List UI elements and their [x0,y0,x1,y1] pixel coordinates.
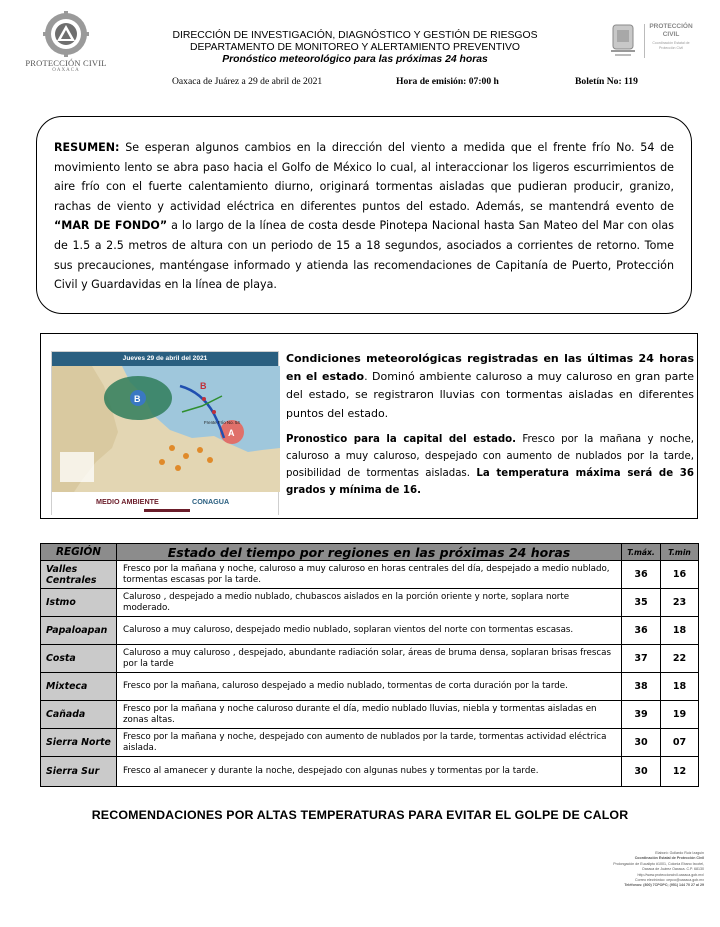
header-department: DEPARTAMENTO DE MONITOREO Y ALERTAMIENTO PREVENTIVO [189,42,521,53]
recommendations-title: RECOMENDACIONES POR ALTAS TEMPERATURAS PARA EVITAR EL GOLPE DE CALOR [91,808,629,822]
table-header-row [41,544,699,561]
region-tmax: 30 [622,757,661,787]
proteccion-civil-emblem-icon [40,10,92,58]
logo-coordinacion-subtitle: Coordinación Estatal de Protección Civil [652,41,690,50]
region-name: Istmo [41,589,117,617]
region-description: Caluroso a muy caluroso , despejado, abundante radiación solar, áreas de bruma densa, soplaran brisas frescas por la tarde [117,645,622,673]
table-row [41,673,699,701]
table-row [41,701,699,729]
region-tmin: 07 [661,729,699,757]
region-tmax: 39 [622,701,661,729]
map-labels [52,352,280,492]
conditions-paragraph: Condiciones meteorológicas registradas en las últimas 24 horas en el estado. Dominó ambiente caluroso a muy caluroso en gran parte del estado, se registraron lluvias con tormentas aisladas en diferentes puntos del estado. [286,352,694,420]
region-description: Fresco por la mañana y noche, despejado con aumento de nublados por la tarde, tormentas actividad eléctrica aislada. [117,729,622,757]
state-seal-icon [607,22,639,60]
region-description: Fresco al amanecer y durante la noche, despejado con algunas nubes y tormentas por la tarde. [117,757,622,787]
region-name: Papaloapan [41,617,117,645]
region-tmin: 18 [661,673,699,701]
region-description: Fresco por la mañana, caluroso despejado a medio nublado, tormentas de corta duración por la tarde. [117,673,622,701]
logo-state-name: OAXACA [52,68,80,73]
resumen-text-2: a lo largo de la línea de costa desde Pinotepa Nacional hasta San Mateo del Mar con olas de 1.5 a 2.5 metros de altura con un periodo de 15 a 18 segundos, asociados a corrientes de retorno. Tome sus precauciones, manténgase informado y atienda las recomendaciones de Capitanía de Puerto, Protección Civil y Guardavidas en la línea de playa. [54,219,674,292]
map-label-a: A [228,428,235,438]
region-name: Sierra Norte [41,729,117,757]
logo-proteccion-civil-title: PROTECCIÓN CIVIL [649,23,693,38]
logo-divider [644,24,645,58]
region-tmax: 36 [622,617,661,645]
table-row [41,561,699,589]
region-name: Mixteca [41,673,117,701]
header-region: REGIÓN [41,544,117,561]
region-description: Caluroso , despejado a medio nublado, chubascos aislados en la porción oriente y norte, soplara norte moderado. [117,589,622,617]
header-tmax: T.máx. [622,544,661,561]
region-tmin: 22 [661,645,699,673]
header-tmin: T.min [661,544,699,561]
region-name: Cañada [41,701,117,729]
region-tmax: 38 [622,673,661,701]
region-tmax: 36 [622,561,661,589]
table-row [41,617,699,645]
resumen-highlight: “MAR DE FONDO” [54,219,168,233]
coordinacion-logo [605,20,695,64]
weather-map [51,351,279,515]
conagua-logo: CONAGUA [192,497,230,506]
resumen-text-1: Se esperan algunos cambios en la dirección del viento a medida que el frente frío No. 54 de movimiento lento se abra paso hacia el Golfo de México lo cual, al interaccionar los ligeros escurrimientos de aire frío con el fuerte calentamiento diurno, originará tormentas aisladas que pudieran producir, granizo, rachas de viento y actividad eléctrica en diferentes puntos del estado. Además, se mantendrá evento de [54,141,674,213]
region-tmax: 37 [622,645,661,673]
table-row [41,645,699,673]
region-tmax: 30 [622,729,661,757]
document-header [120,30,590,66]
region-tmin: 23 [661,589,699,617]
regions-forecast-table [40,543,699,787]
region-tmin: 18 [661,617,699,645]
region-description: Fresco por la mañana y noche caluroso durante el día, medio nublado lluvias, niebla y tormentas aisladas en zonas altas. [117,701,622,729]
issue-time: Hora de emisión: 07:00 h [396,76,499,87]
region-name: Valles Centrales [41,561,117,589]
region-description: Fresco por la mañana y noche, caluroso a muy caluroso en horas centrales del día, despejado a medio nublado, tormentas escasas por la tarde. [117,561,622,589]
logo-org-name: PROTECCIÓN CIVIL [25,58,107,68]
table-row [41,729,699,757]
region-description: Caluroso a muy caluroso, despejado medio nublado, soplaran vientos del norte con tormentas escasas. [117,617,622,645]
proteccion-civil-logo [24,10,108,78]
conditions-text [286,350,694,499]
capital-forecast-paragraph: Pronostico para la capital del estado. Fresco por la mañana y noche, caluroso a muy caluroso, despejado con aumento de nublados por la tarde, posibilidad de tormentas aisladas. La temperatura máxima será de 36 grados y mínima de 16. [286,433,694,496]
region-tmin: 19 [661,701,699,729]
resumen-label: RESUMEN: [54,141,120,154]
header-direction: DIRECCIÓN DE INVESTIGACIÓN, DIAGNÓSTICO Y GESTIÓN DE RIESGOS [172,30,538,41]
map-label-b-front: B [200,381,207,391]
map-label-front: Frente Frío No. 54 [204,420,240,425]
map-label-b: B [134,394,141,404]
region-name: Costa [41,645,117,673]
map-footer-bar [144,509,190,512]
region-tmin: 16 [661,561,699,589]
medio-ambiente-logo: MEDIO AMBIENTE [96,497,159,506]
region-tmax: 35 [622,589,661,617]
header-subtitle: Pronóstico meteorológico para las próximas 24 horas [222,54,488,65]
map-title: Jueves 29 de abril del 2021 [52,352,278,366]
header-description: Estado del tiempo por regiones en las próximas 24 horas [117,544,622,561]
table-row [41,589,699,617]
contact-footer: Elaboró: Gollardo Ruiz Izaguin Coordinación Estatal de Protección Civil Prolongación de Eucalipto #1001, Colonia Ebano Ixcotel, Oaxaca de Juárez Oaxaca. C.P. 68130 http://www.proteccioncivil.oaxaca.gob.mx/ Correo electrónico: cepco@oaxaca.gob.mx Teléfonos: (800) 7CPOPC; (951) 144 70 27 al 29 [613,851,704,888]
bulletin-number: Boletín No: 119 [575,76,638,87]
map-footer [52,492,278,515]
issue-date: Oaxaca de Juárez a 29 de abril de 2021 [172,76,323,87]
region-name: Sierra Sur [41,757,117,787]
table-row [41,757,699,787]
region-tmin: 12 [661,757,699,787]
resumen-paragraph [54,138,674,295]
